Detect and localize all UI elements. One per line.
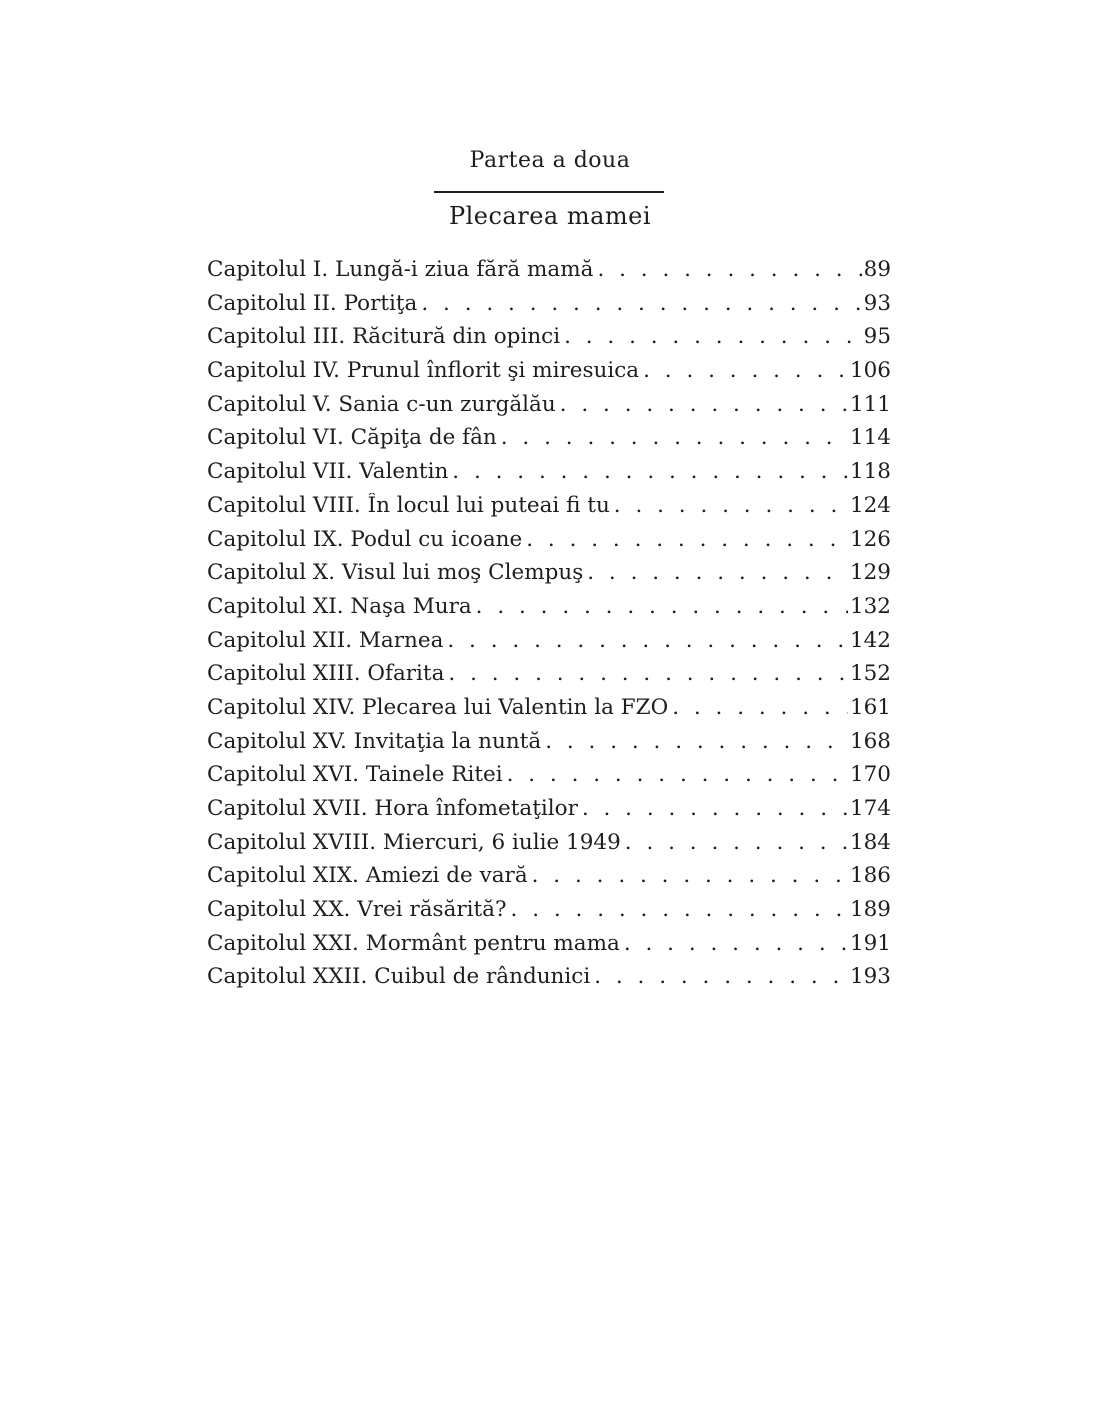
toc-entry-page: 118 xyxy=(849,459,891,485)
toc-entry-page: 129 xyxy=(849,560,891,586)
toc-entry-page: 106 xyxy=(849,358,891,384)
toc-entry-title: Capitolul VI. Căpiţa de fân xyxy=(207,425,497,451)
toc-entry-page: 142 xyxy=(849,627,891,653)
toc-entry xyxy=(207,931,891,965)
toc-leader-dots xyxy=(624,931,848,956)
toc-entry-page: 152 xyxy=(849,661,891,687)
toc-entry xyxy=(207,762,891,796)
toc-entry-title: Capitolul VIII. În locul lui puteai fi tu xyxy=(207,492,610,518)
toc-entry-title: Capitolul IX. Podul cu icoane xyxy=(207,526,523,552)
toc-entry-title: Capitolul XX. Vrei răsărită? xyxy=(207,897,507,923)
toc-entry-title: Capitolul VII. Valentin xyxy=(207,459,449,485)
toc-leader-dots xyxy=(447,628,848,653)
toc-entry xyxy=(207,661,891,695)
toc-entry xyxy=(207,291,891,325)
toc-entry xyxy=(207,425,891,459)
toc-entry xyxy=(207,863,891,897)
toc-entry-page: 93 xyxy=(863,290,891,316)
toc-entry-title: Capitolul XV. Invitaţia la nuntă xyxy=(207,728,542,754)
toc-entry-page: 186 xyxy=(849,863,891,889)
toc-entry xyxy=(207,897,891,931)
toc-entry-title: Capitolul II. Portiţa xyxy=(207,290,418,316)
toc-leader-dots xyxy=(625,830,848,855)
part-label: Partea a doua xyxy=(469,148,631,173)
toc-entry-page: 193 xyxy=(849,964,891,990)
toc-entry-page: 161 xyxy=(849,694,891,720)
toc-leader-dots xyxy=(452,459,848,484)
toc-leader-dots xyxy=(560,392,848,417)
toc-entry-title: Capitolul XXII. Cuibul de rândunici xyxy=(207,964,591,990)
table-of-contents xyxy=(207,257,891,998)
toc-leader-dots xyxy=(597,257,861,282)
toc-entry xyxy=(207,257,891,291)
toc-entry-title: Capitolul XIV. Plecarea lui Valentin la FZO xyxy=(207,694,669,720)
toc-entry-page: 89 xyxy=(863,257,891,282)
toc-leader-dots xyxy=(594,964,848,989)
toc-entry xyxy=(207,527,891,561)
toc-leader-dots xyxy=(501,425,848,450)
toc-leader-dots xyxy=(587,560,848,585)
toc-entry xyxy=(207,493,891,527)
toc-entry-title: Capitolul III. Răcitură din opinci xyxy=(207,324,561,350)
toc-entry xyxy=(207,729,891,763)
toc-entry-page: 132 xyxy=(849,593,891,619)
toc-entry-title: Capitolul XII. Marnea xyxy=(207,627,444,653)
toc-leader-dots xyxy=(507,762,848,787)
toc-entry-page: 95 xyxy=(863,324,891,350)
toc-entry-page: 168 xyxy=(849,728,891,754)
toc-entry-page: 174 xyxy=(849,796,891,821)
toc-leader-dots xyxy=(672,695,848,720)
toc-entry-title: Capitolul XVI. Tainele Ritei xyxy=(207,762,503,788)
toc-leader-dots xyxy=(526,527,848,552)
toc-entry-title: Capitolul XXI. Mormânt pentru mama xyxy=(207,930,620,956)
toc-entry xyxy=(207,964,891,998)
toc-leader-dots xyxy=(614,493,848,518)
toc-entry xyxy=(207,628,891,662)
toc-entry xyxy=(207,695,891,729)
toc-entry-title: Capitolul X. Visul lui moş Clempuş xyxy=(207,560,584,586)
toc-leader-dots xyxy=(511,897,848,922)
toc-entry xyxy=(207,560,891,594)
toc-leader-dots xyxy=(582,796,848,821)
toc-entry xyxy=(207,324,891,358)
toc-leader-dots xyxy=(532,863,848,888)
toc-entry xyxy=(207,594,891,628)
toc-entry-page: 111 xyxy=(849,391,891,417)
toc-entry-page: 124 xyxy=(849,492,891,518)
toc-entry-title: Capitolul XIX. Amiezi de vară xyxy=(207,863,528,889)
toc-leader-dots xyxy=(643,358,848,383)
toc-leader-dots xyxy=(476,594,848,619)
toc-entry-title: Capitolul V. Sania c-un zurgălău xyxy=(207,391,556,417)
toc-leader-dots xyxy=(421,291,861,316)
toc-entry xyxy=(207,830,891,864)
toc-entry-title: Capitolul I. Lungă-i ziua fără mamă xyxy=(207,257,594,282)
toc-entry xyxy=(207,358,891,392)
toc-entry-title: Capitolul IV. Prunul înflorit şi miresuica xyxy=(207,358,640,384)
toc-leader-dots xyxy=(545,729,848,754)
toc-entry-page: 184 xyxy=(849,829,891,855)
toc-entry-page: 114 xyxy=(849,425,891,451)
toc-entry-page: 170 xyxy=(849,762,891,788)
toc-entry-page: 191 xyxy=(849,930,891,956)
toc-entry xyxy=(207,796,891,830)
toc-entry-title: Capitolul XI. Naşa Mura xyxy=(207,593,472,619)
toc-leader-dots xyxy=(564,324,862,349)
toc-entry xyxy=(207,459,891,493)
toc-entry-page: 126 xyxy=(849,526,891,552)
section-title: Plecarea mamei xyxy=(448,202,652,230)
toc-entry-title: Capitolul XVII. Hora înfometaţilor xyxy=(207,796,578,821)
toc-leader-dots xyxy=(448,661,848,686)
title-divider xyxy=(434,191,664,193)
toc-entry-title: Capitolul XVIII. Miercuri, 6 iulie 1949 xyxy=(207,829,621,855)
toc-entry-page: 189 xyxy=(849,897,891,923)
toc-entry-title: Capitolul XIII. Ofarita xyxy=(207,661,445,687)
toc-entry xyxy=(207,392,891,426)
